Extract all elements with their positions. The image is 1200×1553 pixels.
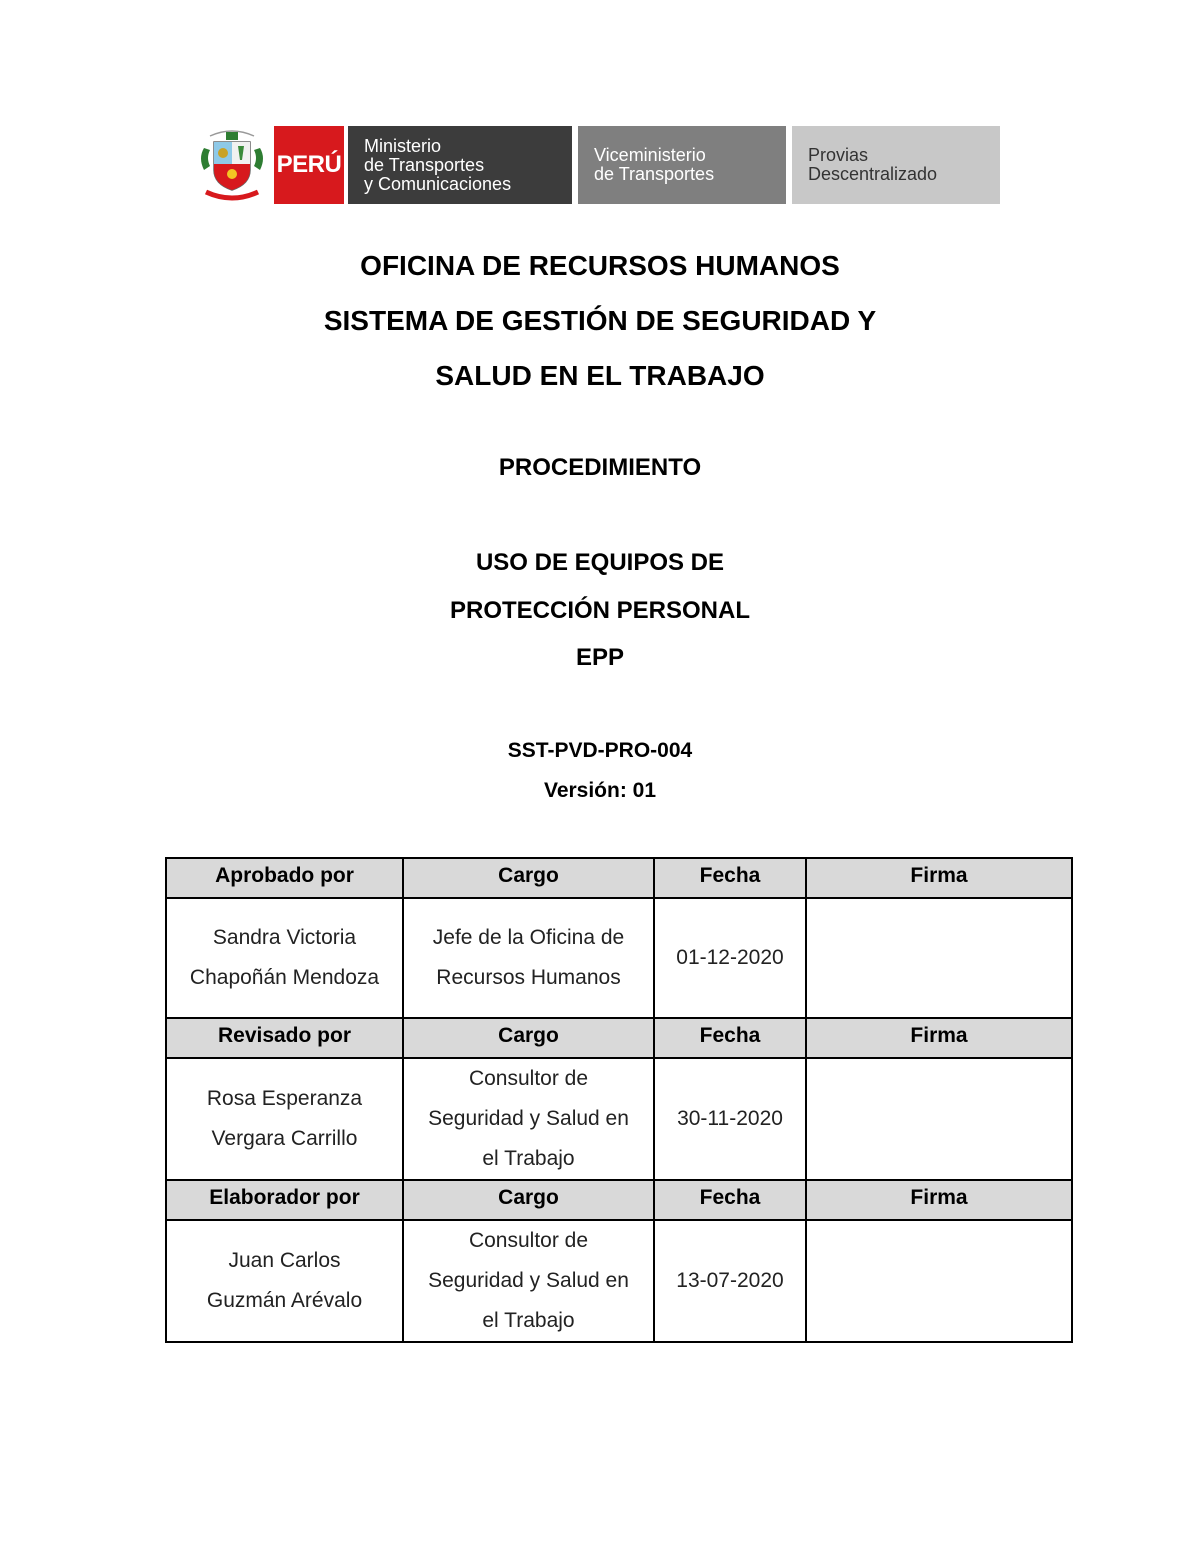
position-line: Consultor de [468,1229,589,1252]
signature-cell [806,1058,1072,1180]
header-cell: Firma [806,858,1072,898]
name-line: Sandra Victoria [212,926,357,949]
ministry-block [348,126,572,204]
header-cell: Aprobado por [166,858,403,898]
name-cell [166,898,403,1018]
agency-line-1: Provias [808,145,869,165]
header-cell: Fecha [654,1180,806,1220]
table-row [166,1220,1072,1342]
position-line: Jefe de la Oficina de [432,926,625,949]
document-code: SST-PVD-PRO-004 [507,739,693,762]
name-line: Chapoñán Mendoza [189,966,380,989]
vice-ministry-line-1: Viceministerio [594,145,706,165]
signature-cell [806,1220,1072,1342]
peru-logo [274,126,344,204]
name-cell [166,1220,403,1342]
position-cell [403,1220,654,1342]
ministry-line-1: Ministerio [364,135,442,156]
title-line-2: SISTEMA DE GESTIÓN DE SEGURIDAD Y [323,305,877,336]
agency-block [792,126,1000,204]
header-cell: Cargo [403,1180,654,1220]
position-line: el Trabajo [482,1309,575,1332]
title-line-3: SALUD EN EL TRABAJO [435,360,765,391]
name-line: Rosa Esperanza [206,1087,363,1110]
header-cell: Firma [806,1180,1072,1220]
name-cell [166,1058,403,1180]
table-header-row [166,858,1072,898]
ministry-line-3: y Comunicaciones [364,173,512,194]
header-cell: Fecha [654,858,806,898]
date-cell: 13-07-2020 [654,1220,806,1342]
approval-table [165,857,1073,1343]
date-cell: 01-12-2020 [654,898,806,1018]
coat-of-arms-icon [196,126,268,206]
position-line: Recursos Humanos [436,966,621,989]
subject-line-1: USO DE EQUIPOS DE [475,549,725,576]
subject-line-2: PROTECCIÓN PERSONAL [449,597,751,624]
name-line: Juan Carlos [228,1249,341,1272]
position-line: el Trabajo [482,1147,575,1170]
table-row [166,898,1072,1018]
signature-cell [806,898,1072,1018]
peru-label: PERÚ [276,151,342,178]
header-cell: Fecha [654,1018,806,1058]
header-cell: Firma [806,1018,1072,1058]
position-cell [403,1058,654,1180]
title-line-1: OFICINA DE RECURSOS HUMANOS [360,250,840,281]
table-header-row [166,1018,1072,1058]
government-banner [196,126,1000,206]
ministry-line-2: de Transportes [364,154,485,175]
vice-ministry-block [578,126,786,204]
name-line: Guzmán Arévalo [206,1289,363,1312]
document-version: Versión: 01 [543,779,657,802]
agency-line-2: Descentralizado [808,164,938,184]
table-row [166,1058,1072,1180]
header-cell: Cargo [403,1018,654,1058]
header-cell: Elaborador por [166,1180,403,1220]
position-line: Seguridad y Salud en [428,1107,629,1130]
position-line: Seguridad y Salud en [428,1269,629,1292]
date-cell: 30-11-2020 [654,1058,806,1180]
table-header-row [166,1180,1072,1220]
header-cell: Cargo [403,858,654,898]
name-line: Vergara Carrillo [211,1127,358,1150]
doc-type: PROCEDIMIENTO [498,454,702,481]
header-cell: Revisado por [166,1018,403,1058]
position-line: Consultor de [468,1067,589,1090]
vice-ministry-line-2: de Transportes [594,164,715,184]
position-cell [403,898,654,1018]
subject-line-3: EPP [575,644,625,671]
